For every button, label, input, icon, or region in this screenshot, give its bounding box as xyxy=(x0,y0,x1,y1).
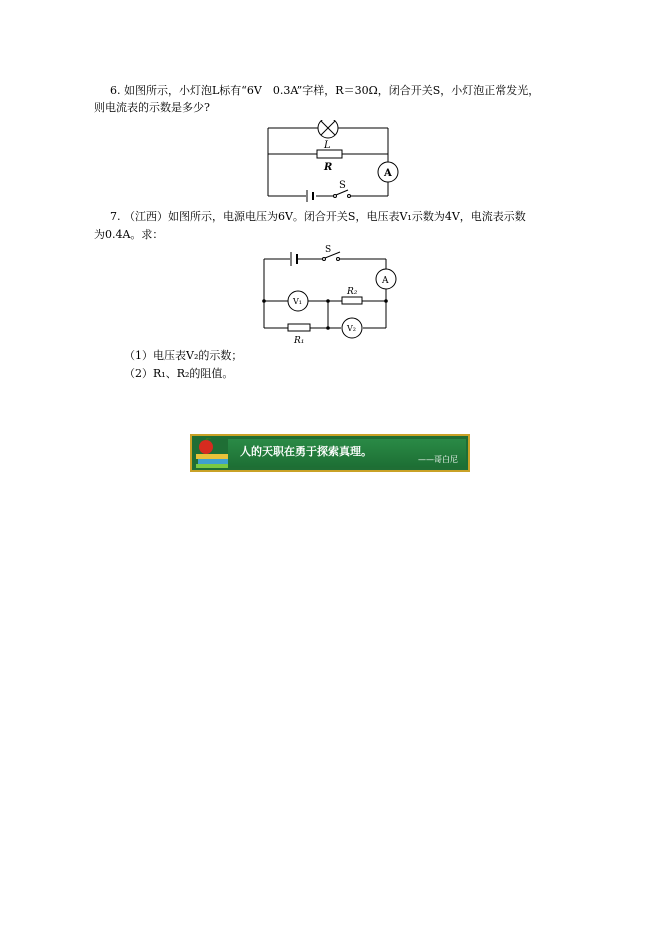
q6-circuit-diagram xyxy=(262,120,412,204)
q7-circuit-diagram xyxy=(256,244,406,344)
resistor-r2-icon xyxy=(342,297,362,304)
motto-text: 人的天职在勇于探索真理。 xyxy=(240,445,372,458)
q6-line1: 6. 如图所示，小灯泡L标有“6V 0.3A”字样，R＝30Ω，闭合开关S，小灯泡正常发光， xyxy=(110,84,540,97)
battery-icon xyxy=(307,190,313,202)
resistor-r1-icon xyxy=(288,324,310,331)
r1-label: R₁ xyxy=(294,336,305,344)
q7-line1: 7. （江西）如图所示，电源电压为6V。闭合开关S，电压表V₁示数为4V，电流表示数 xyxy=(110,210,526,223)
v1-label: V₁ xyxy=(293,297,302,306)
motto-banner xyxy=(190,434,470,472)
q7-line2: 为0.4A。求： xyxy=(94,228,164,241)
switch-icon xyxy=(334,190,351,198)
resistor-label: R xyxy=(324,162,333,173)
battery-icon xyxy=(291,252,297,266)
v2-label: V₂ xyxy=(347,324,356,333)
ammeter-label: A xyxy=(384,168,392,179)
q7-sub2: （2）R₁、R₂的阻值。 xyxy=(124,367,234,380)
ammeter-label: A xyxy=(382,276,389,286)
banner-board xyxy=(228,439,466,467)
motto-author: ——哥白尼 xyxy=(418,455,458,464)
q6-line2: 则电流表的示数是多少? xyxy=(94,101,210,114)
lamp-label: L xyxy=(324,140,331,151)
q7-sub1: （1）电压表V₂的示数； xyxy=(124,349,243,362)
switch-label: S xyxy=(325,245,332,255)
switch-label: S xyxy=(339,180,346,191)
r2-label: R₂ xyxy=(347,287,358,297)
lamp-icon xyxy=(318,120,338,138)
books-apple-icon xyxy=(194,438,230,468)
junction-dots xyxy=(262,299,388,330)
resistor-icon xyxy=(317,150,342,158)
